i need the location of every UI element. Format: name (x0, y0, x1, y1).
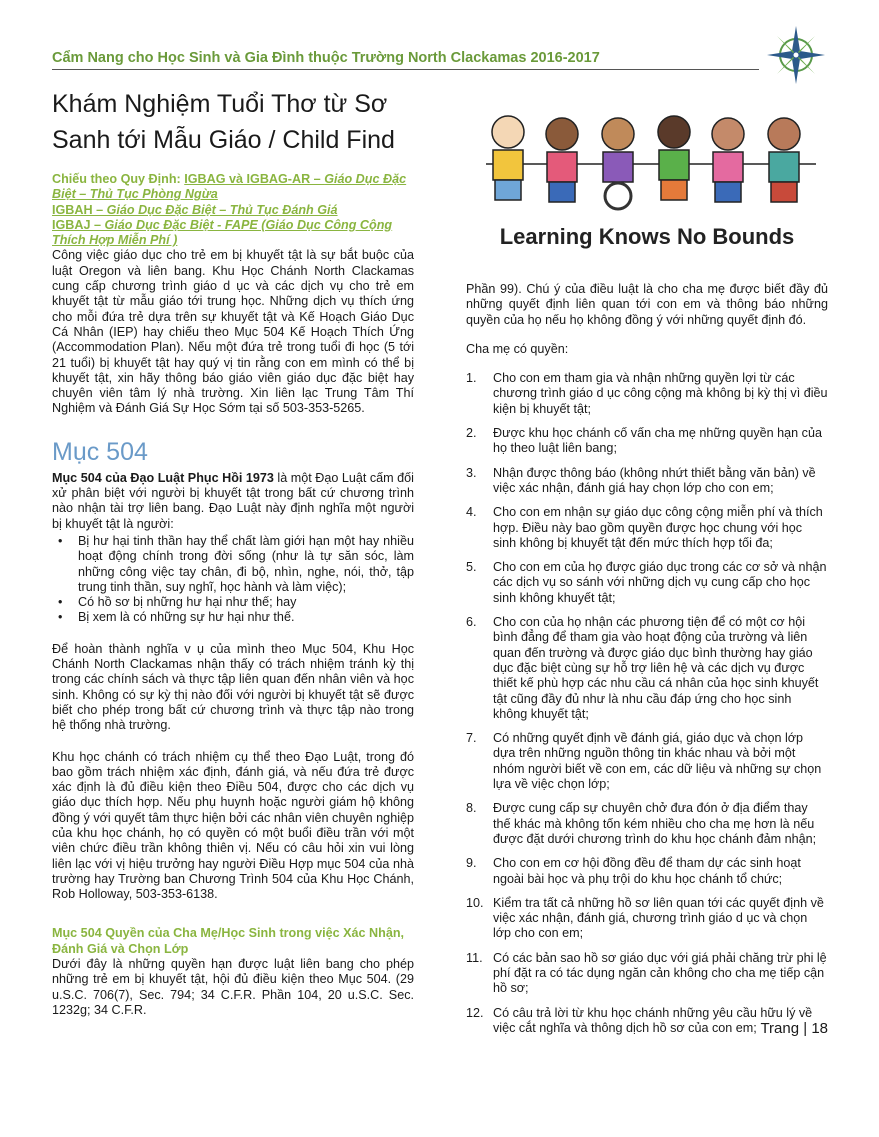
policy-label: Chiếu theo Quy Định: (52, 172, 181, 186)
section-504-intro: Mục 504 của Đạo Luật Phục Hồi 1973 là một Đạo Luật cấm đối xử phân biệt với người bị khuyết tật trong bất cứ chương trình nào nhận tài trợ liên bang. Đạo Luật này định nghĩa một người bị khuyết tật là người: (52, 470, 414, 531)
list-item: 6. Cho con của họ nhận các phương tiện để có một cơ hội bình đẳng để tham gia vào hoạt động của trường và liên quan đến trường và được giáo dục bình thường hay giáo dục đặc biệt cùng sự hỗ trợ liên hệ và các dịch vụ được thiết kế phù hợp các nhu cầu cá nhân của học sinh khuyết tật cũng đầy đủ như là nhu cầu đáp ứng cho học sinh không khuyết tật; (466, 615, 819, 721)
policy-link-igbah[interactable]: IGBAH – Giáo Dục Đặc Biệt – Thủ Tục Đánh Giá (52, 202, 338, 217)
list-item: 8. Được cung cấp sự chuyên chở đưa đón ở địa điểm thay thế khác mà không tốn kém nhiều cho cha mẹ hơn là nếu được đặt dưới chương trình do khu học chánh đảm nhận; (466, 801, 817, 846)
parent-rights-list (466, 371, 828, 1036)
page-title-line-1: Khám Nghiệm Tuổi Thơ từ Sơ (52, 90, 388, 118)
list-item: • Bị hư hại tinh thần hay thể chất làm giới hạn một hay nhiều hoạt động chính trong đời sống (như là tự săn sóc, làm những công việc tay chân, đi bộ, nhìn, nghe, nói, thở, tập trung tinh thần, suy nghĩ, học hành và làm việc); (52, 534, 414, 595)
rights-intro-paragraph: Dưới đây là những quyền hạn được luật liên bang cho phép những trẻ em bị khuyết tật, hội đủ điều kiện theo Mục 504. (29 u.S.C. 706(7), Sec. 794; 34 C.F.R. Phần 104, 20 u.S.C. Sec. 1232g; 34 C.F.R. (52, 957, 414, 1017)
child-find-paragraph: Công việc giáo dục cho trẻ em bị khuyết tật là sự bắt buộc của luật Oregon và liên bang. Khu Học Chánh North Clackamas cung cấp chương trình giáo d ục và các dịch vụ cho trẻ em khuyết tật từ mẫu giáo tới trung học. Những dịch vụ thích ứng cho mỗi đứa trẻ dựa trên sự khuyết tật và Kế Hoạch Giáo Dục Cá Nhân (IEP) hay chiếu theo Mục 504 Kế Hoạch Thích Ứng (Accommodation Plan). Nếu một đứa trẻ trong tuổi đi học (5 tới 21 tuổi) bị khuyết tật hay quý vị tin rằng con em mình có thể bị khuyết tật, xin hãy thông báo giáo viên giáo dục đặc biệt hay chuyên viên tâm lý nhà trường. Xin liên lạc Trung Tâm Thí Nghiệm và Đánh Giá Sự Học Sớm tại số 503-353-5265. (52, 248, 414, 416)
compass-rose-icon (765, 24, 827, 86)
list-item: 7. Có những quyết định về đánh giá, giáo dục và chọn lớp dựa trên những nguồn thông tin khác nhau và bởi một nhóm người biết về con em, các dữ liệu và những sự chọn lựa về việc chọn lớp; (466, 731, 822, 792)
page-number: Trang | 18 (760, 1020, 828, 1037)
list-item: 1. Cho con em tham gia và nhận những quyền lợi từ các chương trình giáo d ục công cộng mà không bị kỳ thị vì điều kiện bị khuyết tật; (466, 371, 828, 416)
section-504-heading: Mục 504 (52, 437, 148, 466)
list-item: 3. Nhận được thông báo (không nhứt thiết bằng văn bản) về việc xác nhận, đánh giá hay chọn lớp cho con em; (466, 465, 816, 495)
banner-caption: Learning Knows No Bounds (499, 224, 795, 249)
list-item: 9. Cho con em cơ hội đồng đều để tham dự các sinh hoạt ngoài bài học và phụ trội do khu học chánh tổ chức; (466, 856, 801, 886)
list-item: 2. Được khu học chánh cố vấn cha mẹ những quyền hạn của họ theo luật liên bang; (466, 426, 822, 456)
running-header: Cẩm Nang cho Học Sinh và Gia Đình thuộc Trường North Clackamas 2016-2017 (52, 50, 759, 70)
rights-continued-paragraph: Phần 99). Chú ý của điều luật là cho cha mẹ được biết đầy đủ những quyết định liên quan tới con em và thông báo những quyền của họ nếu họ không đồng ý với những quyết định đó. (466, 282, 828, 327)
section-504-obligation-paragraph: Để hoàn thành nghĩa v ụ của mình theo Mục 504, Khu Học Chánh North Clackamas nhận thấy có trách nhiệm tránh kỳ thị trong các chính sách và thực tập liên quan đến nhân viên và học sinh. Không có sự kỳ thị nào đối với người bị khuyết tật sẽ được biết cho phép trong bất cứ chương trình và thực tập nào trong hệ thống nhà trường. (52, 641, 414, 733)
list-item: 11. Có các bản sao hồ sơ giáo dục với giá phải chăng trừ phi lệ phí đặt ra có tác dụng ngăn cản không cho cha mẹ tiếp cận hồ sơ; (466, 950, 827, 996)
policy-link-igbag[interactable]: IGBAG và IGBAG-AR – Giáo Dục Đặc Biệt – Thủ Tục Phòng Ngừa (52, 172, 407, 202)
list-item: • Bị xem là có những sự hư hại như thế. (52, 610, 414, 625)
page-title (52, 86, 432, 158)
rights-heading: Mục 504 Quyền của Cha Mẹ/Học Sinh trong việc Xác Nhận, Đánh Giá và Chọn Lớp (52, 926, 405, 956)
disability-definition-list (52, 534, 414, 626)
left-column (52, 172, 414, 1018)
list-item: 5. Cho con em của họ được giáo dục trong các cơ sở và nhận các dịch vụ so sánh với những dịch vụ cung cấp cho học sinh không khuyết tật; (466, 560, 827, 605)
right-column (466, 282, 828, 1045)
policy-link-igbaj[interactable]: IGBAJ – Giáo Dục Đặc Biệt - FAPE (Giáo Dục Công Cộng Thích Hợp Miễn Phí ) (52, 217, 393, 248)
list-item: • Có hồ sơ bị những hư hại như thế; hay (52, 595, 414, 610)
section-504-responsibility-paragraph: Khu học chánh có trách nhiệm cụ thể theo Đạo Luật, trong đó bao gồm trách nhiệm xác định, đánh giá, và nếu đứa trẻ được xác định là đủ điều kiện theo Điều 504, được cho các dịch vụ giáo dục thích hợp. Nếu phụ huynh hoặc người giám hộ không đồng ý với quyết tâm thực hiện bởi các nhân viên chuyên nghiệp của khu học chánh, họ có quyền có một buổi điều trần với một viên chức điều trần không thiên vị. Nếu có câu hỏi xin vui lòng liên lạc với vị hiệu trưởng hay người Điều Hợp mục 504 của nhà trường hay Trường ban Chương Trình 504 của Khu Học Chánh, Rob Holloway, 503-353-6138. (52, 749, 414, 902)
list-item: 10. Kiểm tra tất cả những hồ sơ liên quan tới các quyết định về việc xác nhận, đánh giá, chương trình giáo d ục và chọn lớp cho con em; (466, 895, 824, 941)
list-item: 4. Cho con em nhận sự giáo dục công cộng miễn phí và thích hợp. Điều này bao gồm quyền được học chung với học sinh không bị khuyết tật đến mức thích hợp tối đa; (466, 505, 823, 550)
list-item: 12. Có câu trả lời từ khu học chánh những yêu cầu hữu lý về việc cắt nghĩa và thông dịch hồ sơ của con em; (466, 1005, 813, 1035)
rights-lead: Cha mẹ có quyền: (466, 341, 569, 356)
learning-banner-illustration (466, 104, 828, 262)
policy-reference (52, 172, 414, 248)
page-title-line-2: Sanh tới Mẫu Giáo / Child Find (52, 126, 395, 154)
